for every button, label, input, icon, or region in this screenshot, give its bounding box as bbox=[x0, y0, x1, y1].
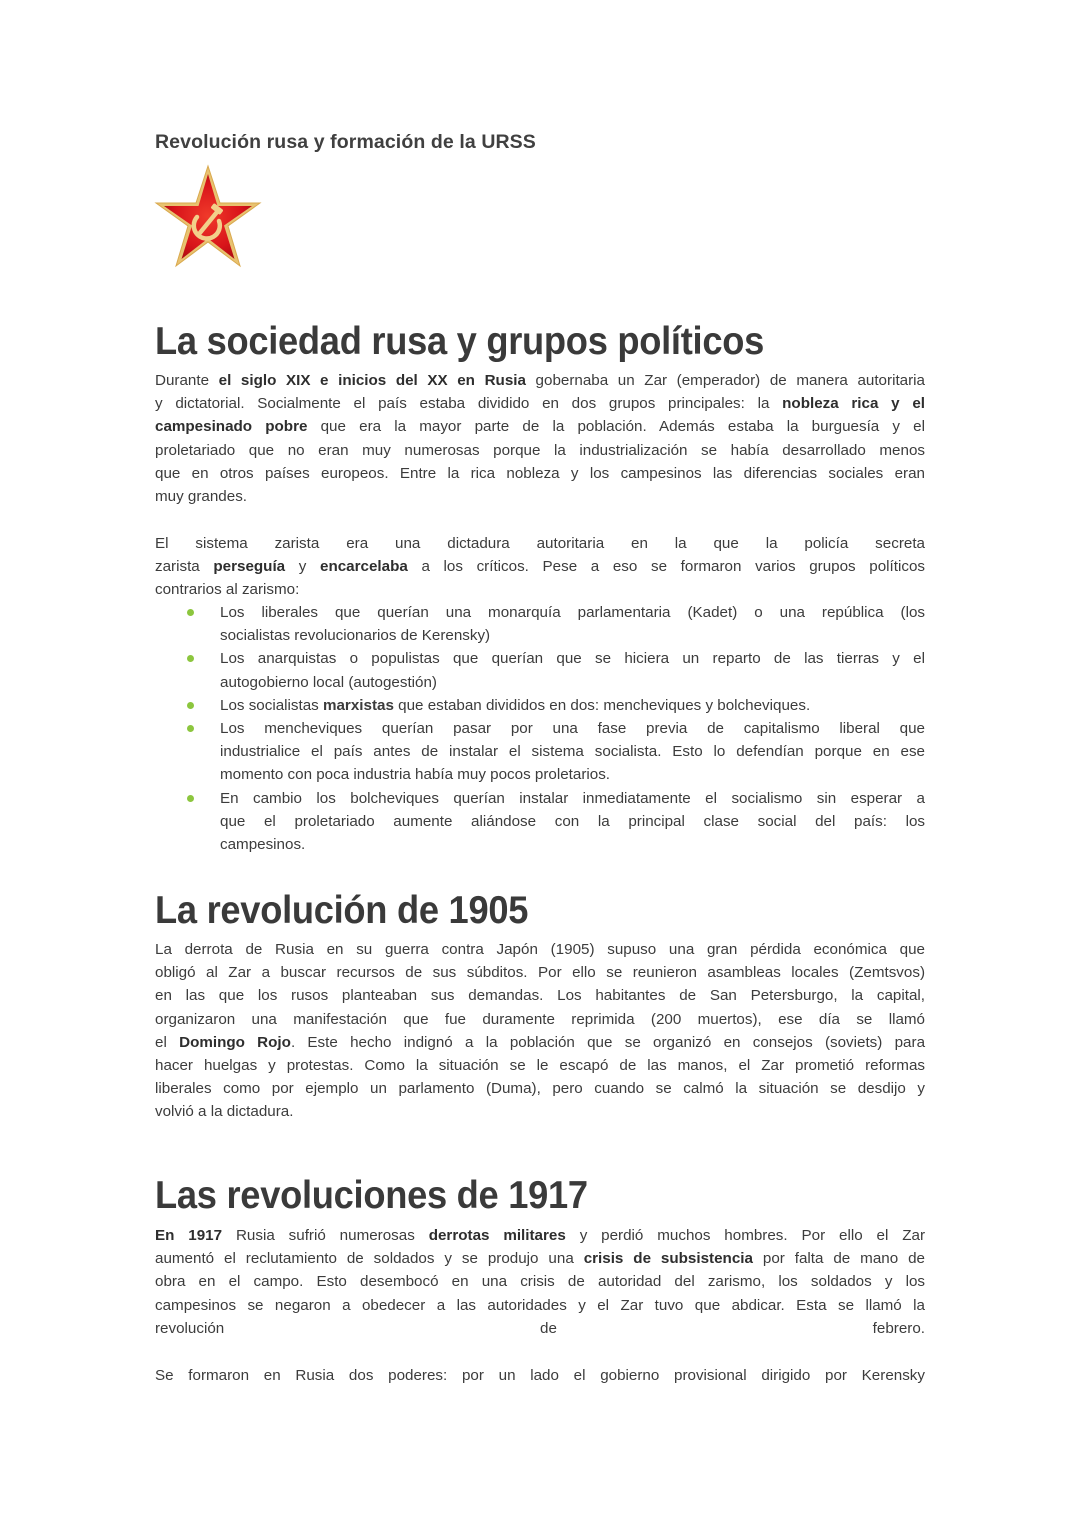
paragraph-sociedad-intro bbox=[155, 369, 925, 508]
political-groups-list bbox=[155, 601, 925, 856]
list-item: Los liberales que querían una monarquía parlamentaria (Kadet) o una república (los socialistas revolucionarios de Kerensky) bbox=[155, 601, 925, 647]
text-line: proletariado que no eran muy numerosas porque la industrialización se había desarrollado menos bbox=[155, 441, 925, 459]
text-line: revolución de febrero. bbox=[155, 1319, 925, 1337]
text-line: aumentó el reclutamiento de soldados y se produjo una crisis de subsistencia por falta de mano de bbox=[155, 1250, 925, 1268]
paragraph-sistema-zarista bbox=[155, 532, 925, 602]
section-heading-sociedad: La sociedad rusa y grupos políticos bbox=[155, 320, 764, 363]
text-line: y dictatorial. Socialmente el país estaba dividido en dos grupos principales: la nobleza rica y el bbox=[155, 395, 925, 413]
list-item: Los mencheviques querían pasar por una fase previa de capitalismo liberal que industrialice el país antes de instalar el sistema socialista. Esto lo defendían porque en ese momento con poca industria había muy pocos proletarios. bbox=[155, 717, 925, 787]
paragraph-revoluciones-1917 bbox=[155, 1224, 925, 1340]
text-line: hacer huelgas y protestas. Como la situación se le escapó de las manos, el Zar prometió reformas bbox=[155, 1057, 925, 1075]
text-line: liberales como por ejemplo un parlamento (Duma), pero cuando se calmó la situación se desdijo y bbox=[155, 1080, 925, 1098]
text-line: organizaron una manifestación que fue duramente reprimida (200 muertos), ese día se llamó bbox=[155, 1010, 925, 1028]
text-line: el Domingo Rojo. Este hecho indignó a la población que se organizó en consejos (soviets) para bbox=[155, 1033, 926, 1051]
bullet-icon bbox=[187, 609, 194, 616]
list-item: En cambio los bolcheviques querían instalar inmediatamente el socialismo sin esperar a que el proletariado aumente aliándose con la principal clase social del país: los campesinos. bbox=[155, 787, 925, 857]
hammer-sickle-star-icon bbox=[153, 163, 263, 271]
list-item: Los socialistas marxistas que estaban divididos en dos: mencheviques y bolcheviques. bbox=[155, 694, 925, 717]
text-line: zarista perseguía y encarcelaba a los críticos. Pese a eso se formaron varios grupos políticos bbox=[155, 558, 926, 576]
text-line: en las que los rusos planteaban sus demandas. Los habitantes de San Petersburgo, la capital, bbox=[155, 987, 925, 1005]
text-line: Durante el siglo XIX e inicios del XX en Rusia gobernaba un Zar (emperador) de manera autoritaria bbox=[155, 372, 925, 389]
bullet-icon bbox=[187, 725, 194, 732]
paragraph-dos-poderes bbox=[155, 1364, 925, 1387]
text-line: muy grandes. bbox=[155, 488, 248, 506]
section-heading-1917: Las revoluciones de 1917 bbox=[155, 1174, 588, 1217]
bullet-icon bbox=[187, 702, 194, 709]
text-line: volvió a la dictadura. bbox=[155, 1103, 294, 1121]
paragraph-revolucion-1905 bbox=[155, 938, 925, 1124]
text-line: La derrota de Rusia en su guerra contra Japón (1905) supuso una gran pérdida económica que bbox=[155, 941, 925, 958]
text-line: Se formaron en Rusia dos poderes: por un lado el gobierno provisional dirigido por Kerensky bbox=[155, 1367, 925, 1384]
section-heading-1905: La revolución de 1905 bbox=[155, 889, 529, 932]
text-line: obra en el campo. Esto desembocó en una crisis de autoridad del zarismo, los soldados y los bbox=[155, 1273, 925, 1291]
text-line: campesinos se negaron a obedecer a las autoridades y el Zar tuvo que abdicar. Esta se llamó la bbox=[155, 1296, 925, 1314]
text-line: obligó al Zar a buscar recursos de sus súbditos. Por ello se reunieron asambleas locales (Zemtsvos) bbox=[155, 964, 925, 982]
bullet-icon bbox=[187, 795, 194, 802]
text-line: campesinado pobre que era la mayor parte de la población. Además estaba la burguesía y el bbox=[155, 418, 925, 436]
document-title: Revolución rusa y formación de la URSS bbox=[155, 131, 536, 153]
list-item: Los anarquistas o populistas que querían que se hiciera un reparto de las tierras y el autogobierno local (autogestión) bbox=[155, 647, 925, 693]
text-line: El sistema zarista era una dictadura autoritaria en la que la policía secreta bbox=[155, 535, 925, 552]
text-line: En 1917 Rusia sufrió numerosas derrotas militares y perdió muchos hombres. Por ello el Zar bbox=[155, 1227, 925, 1244]
text-line: contrarios al zarismo: bbox=[155, 581, 300, 599]
text-line: que en otros países europeos. Entre la rica nobleza y los campesinos las diferencias sociales eran bbox=[155, 464, 925, 482]
bullet-icon bbox=[187, 655, 194, 662]
